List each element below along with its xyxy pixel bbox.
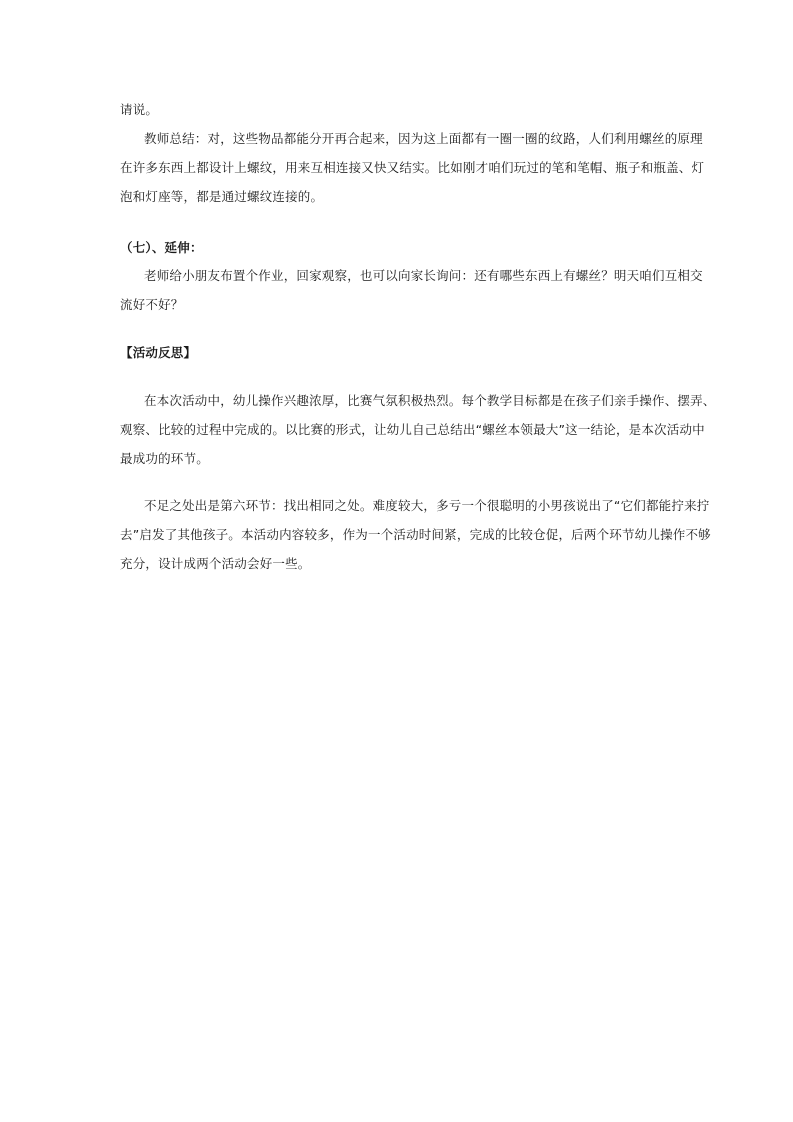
- paragraph-line: 观察、比较的过程中完成的。以比赛的形式，让幼儿自己总结出“螺丝本领最大”这一结论，是本次活动中: [120, 422, 705, 437]
- paragraph-line: 请说。: [120, 102, 159, 117]
- paragraph-line: 去”启发了其他孩子。本活动内容较多，作为一个活动时间紧，完成的比较仓促，后两个环节幼儿操作不够: [120, 527, 711, 542]
- paragraph-line: 泡和灯座等，都是通过螺纹连接的。: [120, 189, 324, 204]
- paragraph-line: 流好不好？: [120, 297, 184, 312]
- section-heading: （七）、延伸：: [120, 240, 203, 255]
- paragraph-line: 充分，设计成两个活动会好一些。: [120, 556, 311, 571]
- section-heading: 【活动反思】: [120, 345, 197, 360]
- paragraph-line: 在本次活动中，幼儿操作兴趣浓厚，比赛气氛积极热烈。每个教学目标都是在孩子们亲手操作、摆弄、: [144, 393, 716, 408]
- paragraph-line: 老师给小朋友布置个作业，回家观察，也可以向家长询问：还有哪些东西上有螺丝？明天咱们互相交: [144, 268, 703, 283]
- paragraph-line: 最成功的环节。: [120, 451, 209, 466]
- paragraph-line: 不足之处出是第六环节：找出相同之处。难度较大，多亏一个很聪明的小男孩说出了“它们都能拧来拧: [144, 498, 710, 513]
- paragraph-line: 教师总结：对，这些物品都能分开再合起来，因为这上面都有一圈一圈的纹路，人们利用螺丝的原理: [144, 131, 703, 146]
- paragraph-line: 在许多东西上都设计上螺纹，用来互相连接又快又结实。比如刚才咱们玩过的笔和笔帽、瓶子和瓶盖、灯: [120, 160, 705, 175]
